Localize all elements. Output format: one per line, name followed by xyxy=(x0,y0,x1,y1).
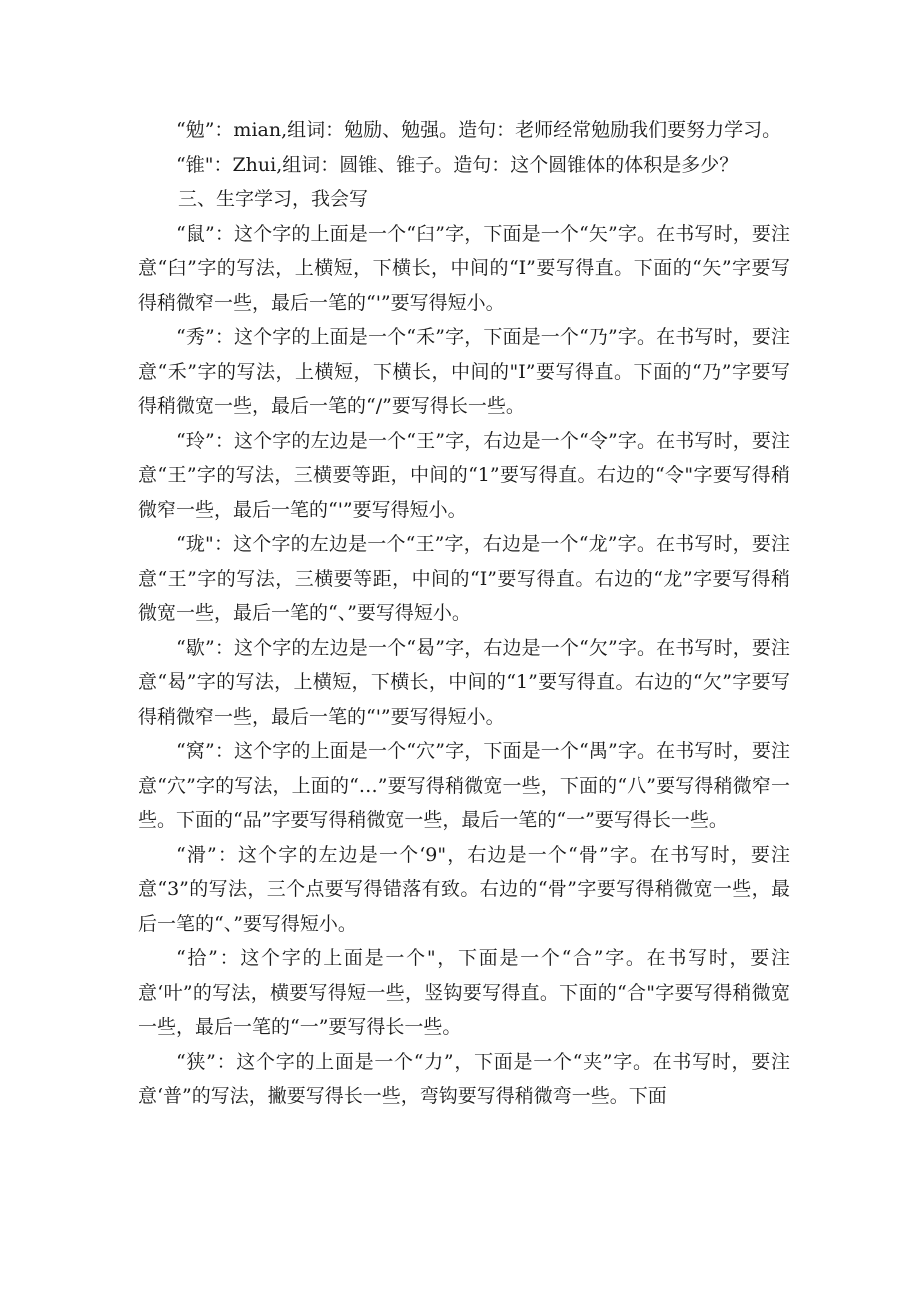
paragraph: “鼠”：这个字的上面是一个“臼”字，下面是一个“矢”字。在书写时，要注意“臼”字的写法，上横短，下横长，中间的“I”要写得直。下面的“矢”字要写得稍微窄一些，最后一笔的“'”要写得短小。 xyxy=(138,222,790,314)
paragraph: “拾”：这个字的上面是一个"，下面是一个“合”字。在书写时，要注意‘叶”的写法，横要写得短一些，竖钩要写得直。下面的“合"字要写得稍微宽一些，最后一笔的“一”要写得长一些。 xyxy=(138,947,790,1038)
body-text xyxy=(138,113,790,1114)
paragraph: “勉”：mian,组词：勉励、勉强。造句：老师经常勉励我们要努力学习。 xyxy=(176,119,782,141)
paragraph: “滑”：这个字的左边是一个‘9"，右边是一个“骨”字。在书写时，要注意“3”的写法，三个点要写得错落有致。右边的“骨”字要写得稍微宽一些，最后一笔的“、”要写得短小。 xyxy=(138,843,790,935)
paragraph: “窝”：这个字的上面是一个“穴”字，下面是一个“禺”字。在书写时，要注意“穴”字的写法，上面的“…”要写得稍微宽一些，下面的“八”要写得稍微窄一些。下面的“品”字要写得稍微宽一些，最后一笔的“一”要写得长一些。 xyxy=(138,740,790,831)
paragraph: “秀”：这个字的上面是一个“禾”字，下面是一个“乃”字。在书写时，要注意“禾”字的写法，上横短，下横长，中间的"I”要写得直。下面的“乃”字要写得稍微宽一些，最后一笔的“/”要写得长一些。 xyxy=(138,326,790,417)
paragraph: “珑"：这个字的左边是一个“王”字，右边是一个“龙”字。在书写时，要注意“王”字的写法，三横要等距，中间的“I”要写得直。右边的“龙”字要写得稍微宽一些，最后一笔的“、”要写得短小。 xyxy=(138,533,790,624)
paragraph: “狭”：这个字的上面是一个“力”，下面是一个“夹”字。在书写时，要注意‘普”的写法，撇要写得长一些，弯钩要写得稍微弯一些。下面 xyxy=(138,1050,790,1107)
section-heading: 三、生字学习，我会写 xyxy=(178,188,369,210)
paragraph: “玲”：这个字的左边是一个“王”字，右边是一个“令”字。在书写时，要注意“王”字的写法，三横要等距，中间的“1”要写得直。右边的“令"字要写得稍微窄一些，最后一笔的“'”要写得短小。 xyxy=(138,429,790,521)
paragraph: “歇”：这个字的左边是一个“曷”字，右边是一个“欠”字。在书写时，要注意“曷”字的写法，上横短，下横长，中间的“1”要写得直。右边的“欠”字要写得稍微窄一些，最后一笔的“'”要写得短小。 xyxy=(138,636,790,728)
paragraph: “锥"：Zhui,组词：圆锥、锥子。造句：这个圆锥体的体积是多少？ xyxy=(176,153,739,176)
